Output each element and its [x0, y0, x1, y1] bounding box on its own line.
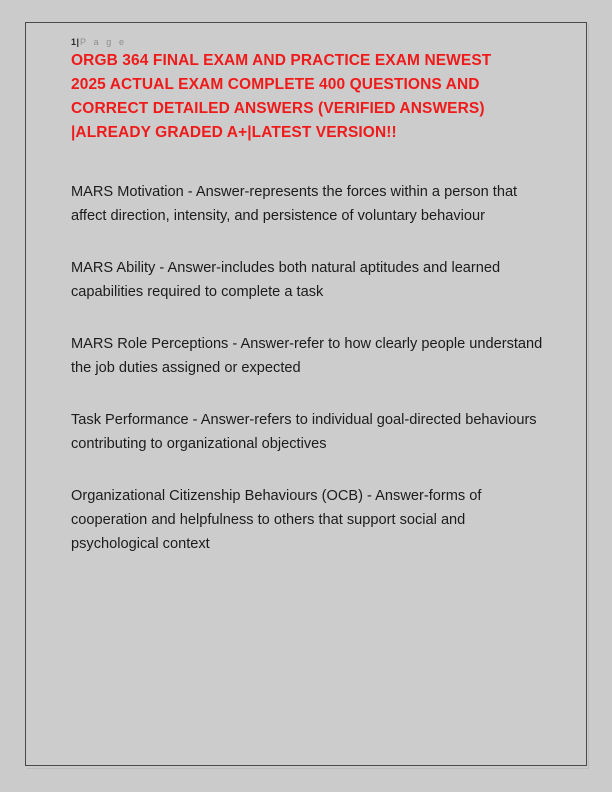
qa-entry-list — [71, 180, 566, 556]
running-header-label: P a g e — [80, 37, 127, 47]
title-body-spacer — [71, 145, 566, 180]
qa-entry: Task Performance - Answer-refers to individual goal-directed behaviours contributing to organizational objectives — [71, 412, 537, 452]
running-header — [71, 35, 566, 49]
page-shadow-bottom — [27, 768, 589, 769]
page-shadow-right — [588, 24, 589, 768]
qa-entry: MARS Motivation - Answer-represents the forces within a person that affect direction, intensity, and persistence of voluntary behaviour — [71, 184, 518, 224]
running-header-page-number: 1 — [71, 37, 77, 47]
qa-entry: MARS Ability - Answer-includes both natural aptitudes and learned capabilities required to complete a task — [71, 260, 501, 300]
qa-entry: Organizational Citizenship Behaviours (OCB) - Answer-forms of cooperation and helpfulness to others that support social and psychological context — [71, 488, 482, 552]
running-header-separator: | — [76, 37, 81, 47]
qa-entry: MARS Role Perceptions - Answer-refer to how clearly people understand the job duties assigned or expected — [71, 336, 543, 376]
page-content-area — [71, 35, 566, 556]
document-page-sheet — [25, 22, 587, 766]
page-title: ORGB 364 FINAL EXAM AND PRACTICE EXAM NEWEST 2025 ACTUAL EXAM COMPLETE 400 QUESTIONS AND CORRECT DETAILED ANSWERS (VERIFIED ANSWERS) |ALREADY GRADED A+|LATEST VERSION!! — [71, 52, 492, 141]
